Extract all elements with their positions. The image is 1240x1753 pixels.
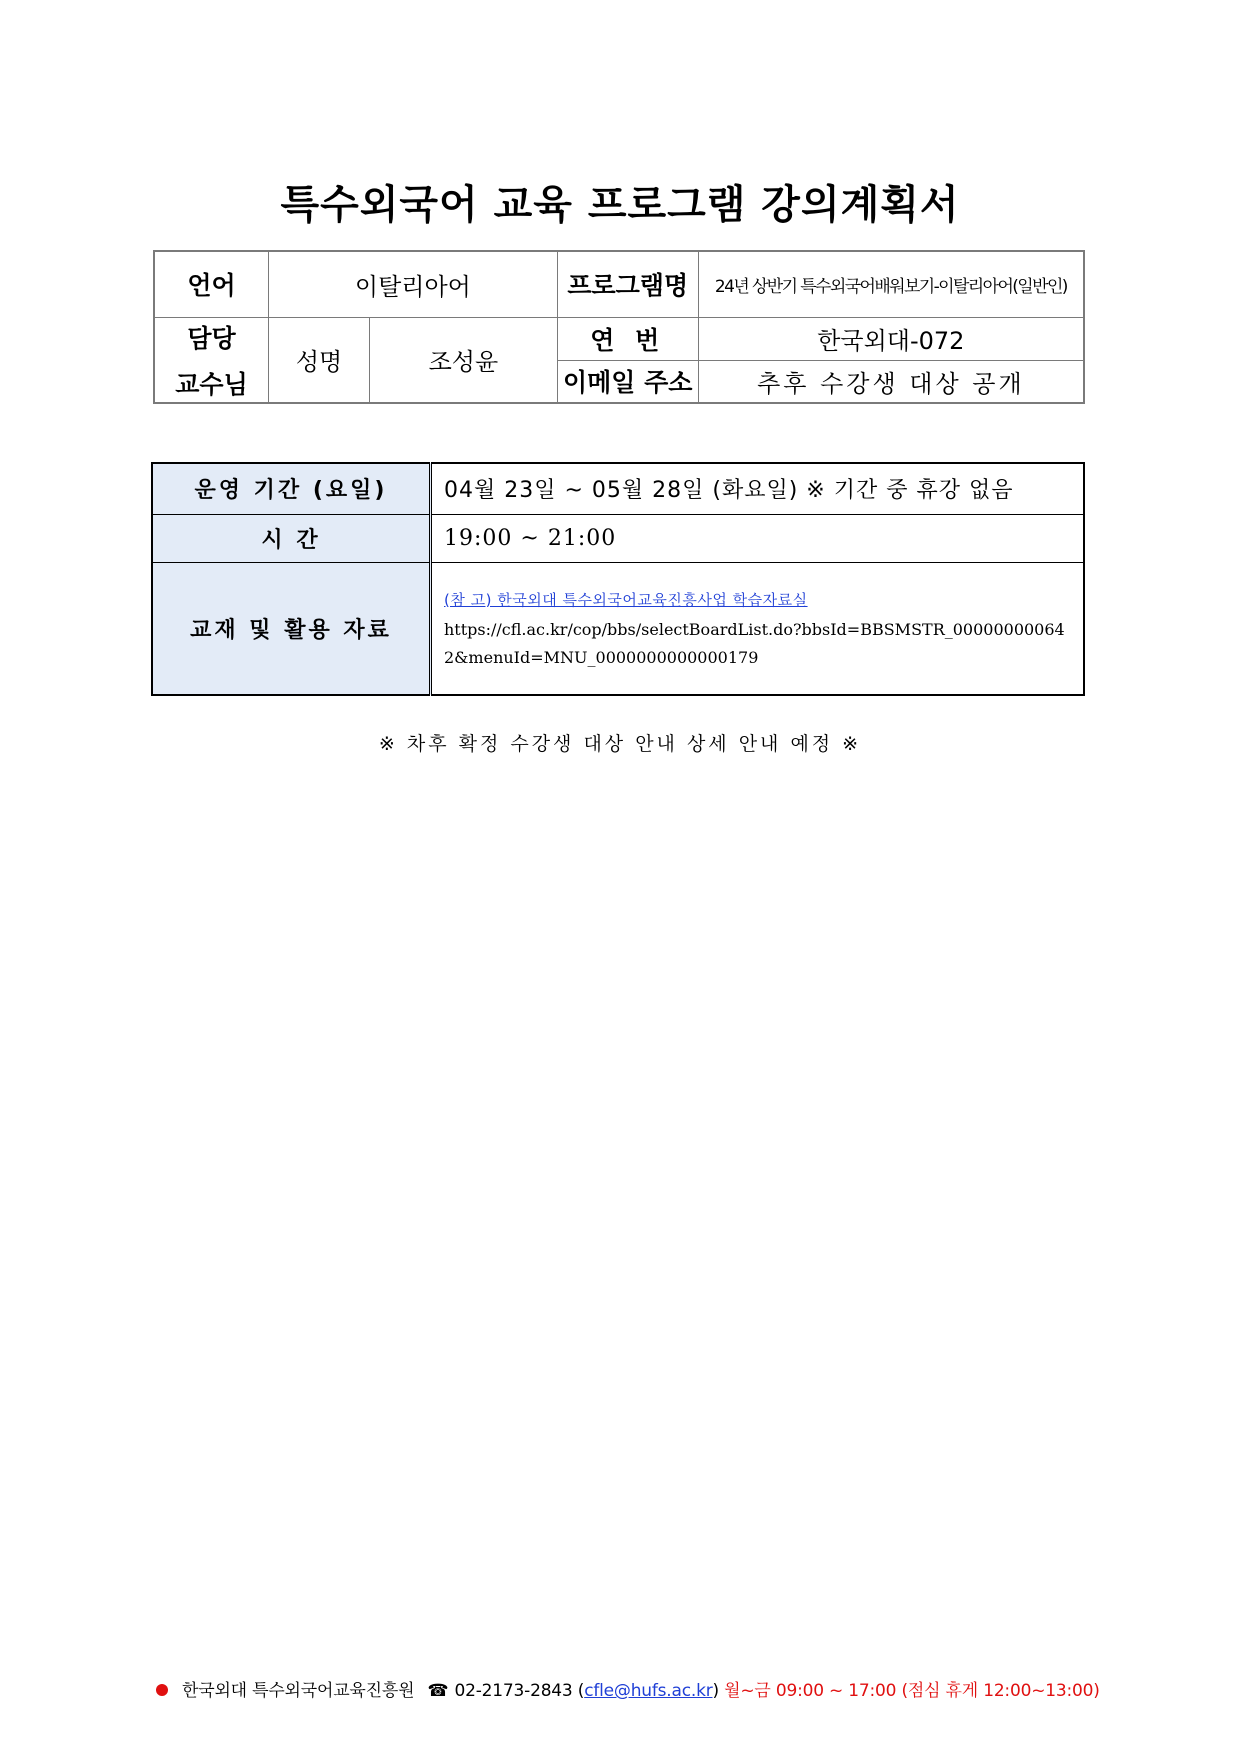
name-value: 조성윤 xyxy=(370,317,558,403)
footer: 한국외대 특수외국어교육진흥원 ☎ 02-2173-2843 (cfle@hufs.ac.kr) 월~금 09:00 ~ 17:00 (점심 휴게 12:00~13:00) xyxy=(156,1676,1100,1701)
schedule-table xyxy=(151,462,1085,696)
footer-org: 한국외대 특수외국어교육진흥원 xyxy=(182,1681,415,1701)
footer-email-link[interactable]: cfle@hufs.ac.kr xyxy=(584,1681,713,1701)
language-label: 언어 xyxy=(154,251,269,317)
instructor-label-line1: 담당 xyxy=(187,323,236,353)
footer-phone: 02-2173-2843 xyxy=(454,1681,573,1701)
materials-label: 교재 및 활용 자료 xyxy=(152,562,431,695)
instructor-label-line2: 교수님 xyxy=(175,369,248,399)
reference-url[interactable]: https://cfl.ac.kr/cop/bbs/selectBoardList.do?bbsId=BBSMSTR_000000000642&menuId=MNU_0000000000000179 xyxy=(444,619,1065,667)
page-title: 특수외국어 교육 프로그램 강의계획서 xyxy=(280,182,960,228)
period-value xyxy=(431,463,1085,514)
program-info-table xyxy=(153,250,1085,404)
email-label: 이메일 주소 xyxy=(557,360,698,403)
materials-value xyxy=(431,562,1085,695)
footer-hours: 월~금 09:00 ~ 17:00 (점심 휴게 12:00~13:00) xyxy=(724,1681,1100,1701)
serial-label: 연 번 xyxy=(557,317,698,360)
period-label: 운영 기간 (요일) xyxy=(152,463,431,514)
language-value: 이탈리아어 xyxy=(269,251,558,317)
period-text: 04월 23일 ~ 05월 28일 (화요일) ※ 기간 중 휴강 없음 xyxy=(444,478,1014,504)
email-value: 추후 수강생 대상 공개 xyxy=(698,360,1084,403)
name-label: 성명 xyxy=(269,317,370,403)
reference-link[interactable]: (참 고) 한국외대 특수외국어교육진흥사업 학습자료실 xyxy=(444,590,808,609)
notice-text: ※ 차후 확정 수강생 대상 안내 상세 안내 예정 ※ xyxy=(378,733,862,755)
bullet-dot-icon xyxy=(156,1684,168,1696)
serial-value: 한국외대-072 xyxy=(698,317,1084,360)
instructor-label xyxy=(154,317,269,403)
phone-icon: ☎ xyxy=(427,1681,449,1701)
program-value: 24년 상반기 특수외국어배워보기-이탈리아어(일반인) xyxy=(698,251,1084,317)
time-label: 시 간 xyxy=(152,514,431,562)
time-value: 19:00 ~ 21:00 xyxy=(431,514,1085,562)
program-label: 프로그램명 xyxy=(557,251,698,317)
